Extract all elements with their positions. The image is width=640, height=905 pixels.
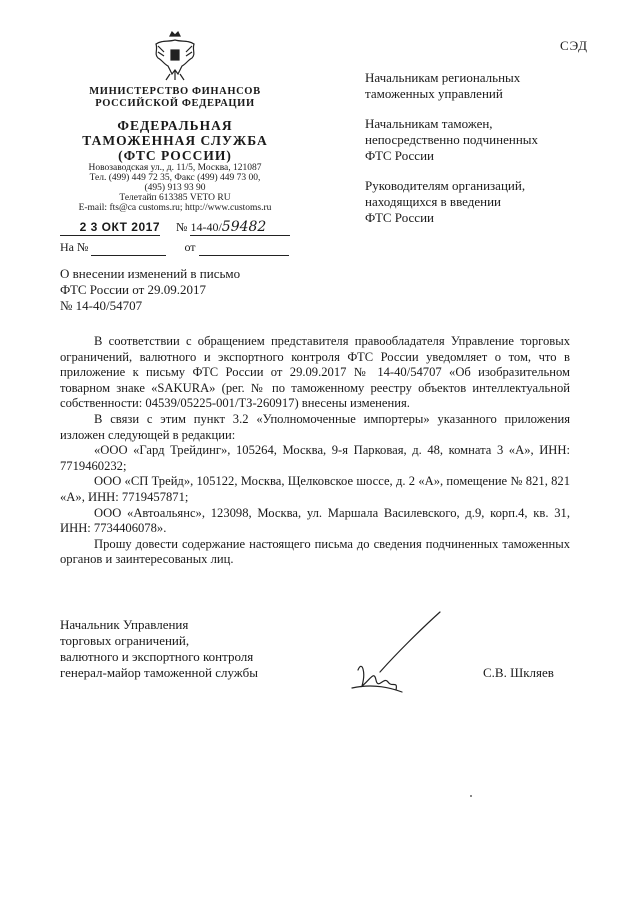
letter-body [60, 334, 570, 568]
scan-speck [470, 795, 472, 797]
ministry-line: РОССИЙСКОЙ ФЕДЕРАЦИИ [95, 98, 255, 109]
body-paragraph: В связи с этим пункт 3.2 «Уполномоченные импортеры» указанного приложения изложен следующей в редакции: [60, 411, 570, 442]
recipients-block [365, 70, 615, 240]
service-line: ФЕДЕРАЛЬНАЯ [117, 118, 233, 133]
recipient-line: Руководителям организаций, [365, 178, 526, 193]
body-paragraph: ООО «Автоальянс», 123098, Москва, ул. Маршала Василевского, д.9, корп.4, кв. 31, ИНН: 7734406078». [60, 505, 570, 536]
number-label: № [176, 220, 188, 234]
recipient-line: ФТС России [365, 210, 434, 225]
recipient-line: непосредственно подчиненных [365, 132, 539, 147]
ref-label: На № [60, 240, 89, 254]
recipient-line: таможенных управлений [365, 86, 503, 101]
body-paragraph: Прошу довести содержание настоящего письма до сведения подчиненных таможенных органов и заинтересованых лиц. [60, 536, 570, 567]
date-field [60, 220, 160, 236]
subject-line: ФТС России от 29.09.2017 [60, 282, 207, 297]
address-line: E-mail: fts@ca customs.ru; http://www.customs.ru [78, 203, 272, 213]
recipient-line: Начальникам региональных [365, 70, 521, 85]
signer-title-line: торговых ограничений, [60, 633, 190, 648]
address-line: (495) 913 93 90 [144, 183, 206, 193]
address-line: Новозаводская ул., д. 11/5, Москва, 121087 [88, 163, 262, 173]
signer-title-line: Начальник Управления [60, 617, 189, 632]
body-paragraph: В соответствии с обращением представителя правообладателя Управление торговых ограничений, валютного и экспортного контроля ФТС России уведомляет о том, что в приложение к письму ФТС России от 29.09.2017 № 14-40/54707 «Об изобразительном товарном знаке «SAKURA» (рег. № по таможенному реестру объектов интеллектуальной собственности: 04539/05225-001/ТЗ-260917) внесены изменения. [60, 334, 570, 411]
date-stamp: 2 3 ОКТ 2017 [79, 220, 160, 234]
signer-name: С.В. Шкляев [483, 665, 554, 680]
signer-title-line: генерал-майор таможенной службы [60, 665, 258, 680]
recipient-group [365, 178, 615, 226]
ref-number-field [91, 240, 166, 256]
coat-of-arms-emblem [150, 30, 200, 84]
contact-address [60, 163, 290, 213]
recipient-line: ФТС России [365, 148, 434, 163]
number-field [190, 219, 290, 236]
body-paragraph: «ООО «Гард Трейдинг», 105264, Москва, 9-я Парковая, д. 48, комната 3 «А», ИНН: 7719460232; [60, 443, 570, 473]
service-line: ТАМОЖЕННАЯ СЛУЖБА [82, 133, 268, 148]
signer-title [60, 617, 340, 681]
address-line: Тел. (499) 449 72 35, Факс (499) 449 73 00, [89, 173, 261, 183]
reference-row [60, 240, 289, 256]
ref-from-label: от [184, 240, 196, 254]
subject-line: № 14-40/54707 [60, 298, 143, 313]
subject-line: О внесении изменений в письмо [60, 266, 241, 281]
body-paragraph: ООО «СП Трейд», 105122, Москва, Щелковское шоссе, д. 2 «А», помещение № 821, 821 «А», ИНН: 7719457871; [60, 474, 570, 504]
number-prefix: 14-40/ [190, 220, 222, 234]
letter-subject [60, 266, 320, 314]
sed-mark: СЭД [560, 38, 589, 53]
handwritten-number: 59482 [221, 219, 267, 235]
recipient-line: находящихся в введении [365, 194, 501, 209]
address-line: Телетайп 613385 VETO RU [119, 193, 231, 203]
ministry-name [60, 86, 290, 110]
service-line: (ФТС РОССИИ) [118, 148, 232, 163]
handwritten-signature [340, 610, 470, 700]
recipient-line: Начальникам таможен, [365, 116, 493, 131]
ministry-line: МИНИСТЕРСТВО ФИНАНСОВ [89, 86, 261, 97]
signer-title-line: валютного и экспортного контроля [60, 649, 254, 664]
outgoing-number-row [60, 219, 290, 236]
service-name [60, 118, 290, 163]
recipient-group [365, 116, 615, 164]
ref-date-field [199, 240, 289, 256]
recipient-group [365, 70, 615, 102]
